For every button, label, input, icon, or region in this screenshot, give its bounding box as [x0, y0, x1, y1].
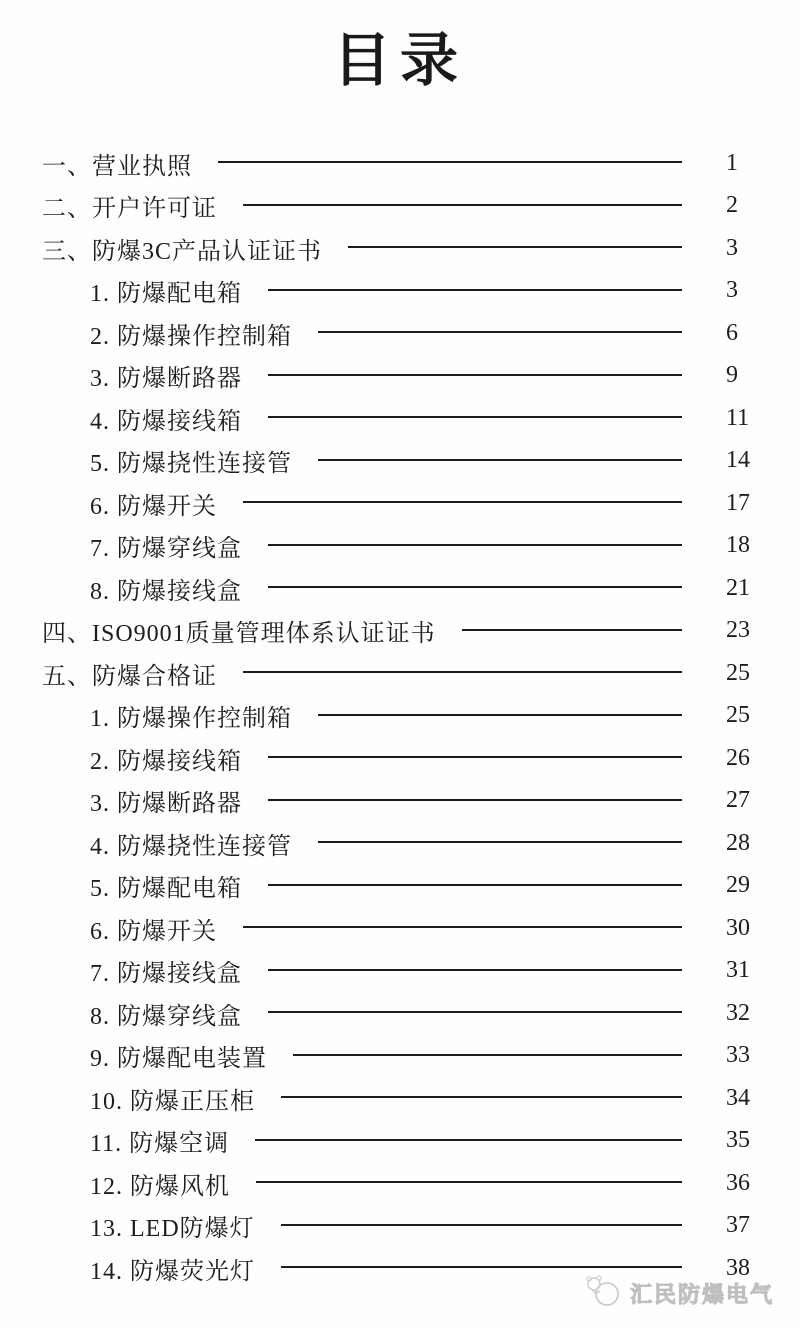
toc-entry: [42, 822, 760, 865]
toc-page-number: 35: [726, 1127, 750, 1154]
toc-entry-label: 7. 防爆接线盒: [90, 961, 242, 988]
toc-leader-line: [318, 459, 682, 461]
toc-page-number: 25: [726, 702, 750, 729]
toc-entry: [42, 992, 760, 1035]
toc-leader-line: [243, 204, 682, 206]
toc-page-number: 1: [726, 149, 738, 176]
toc-entry-label: 四、ISO9001质量管理体系认证证书: [42, 621, 436, 648]
toc-entry: [42, 737, 760, 780]
toc-leader-line: [318, 331, 682, 333]
watermark: [584, 1273, 774, 1314]
toc-leader-line: [268, 416, 682, 418]
toc-page-number: 29: [726, 872, 750, 899]
toc-entry-label: 2. 防爆接线箱: [90, 748, 242, 775]
toc-entry: [42, 865, 760, 908]
toc-entry: [42, 227, 760, 270]
toc-leader-line: [268, 544, 682, 546]
watermark-logo-icon: [584, 1273, 624, 1314]
toc-leader-line: [462, 629, 682, 631]
watermark-text: 汇民防爆电气: [629, 1282, 774, 1307]
toc-entry-label: 一、营业执照: [42, 153, 192, 180]
toc-page-number: 2: [726, 192, 738, 219]
toc-entry-label: 14. 防爆荧光灯: [90, 1258, 255, 1285]
toc-entry-label: 3. 防爆断路器: [90, 791, 242, 818]
toc-entry-label: 10. 防爆正压柜: [90, 1088, 255, 1115]
toc-entry-label: 6. 防爆开关: [90, 918, 217, 945]
toc-page-number: 36: [726, 1169, 750, 1196]
toc-entry-label: 1. 防爆配电箱: [90, 281, 242, 308]
toc-entry: [42, 185, 760, 228]
toc-entry: [42, 1205, 760, 1248]
toc-leader-line: [318, 841, 682, 843]
toc-page-number: 3: [726, 234, 738, 261]
toc-page-number: 23: [726, 617, 750, 644]
toc-page-number: 34: [726, 1084, 750, 1111]
toc-page-number: 37: [726, 1212, 750, 1239]
toc-leader-line: [281, 1096, 682, 1098]
toc-entry: [42, 1035, 760, 1078]
toc-leader-line: [268, 586, 682, 588]
toc-entry-label: 11. 防爆空调: [90, 1131, 230, 1158]
toc-entry-label: 1. 防爆操作控制箱: [90, 706, 292, 733]
toc-leader-line: [268, 374, 682, 376]
toc-page-number: 30: [726, 914, 750, 941]
toc-entry-label: 二、开户许可证: [42, 196, 217, 223]
toc-leader-line: [268, 969, 682, 971]
toc-entry: [42, 355, 760, 398]
toc-leader-line: [281, 1224, 682, 1226]
toc-page-number: 33: [726, 1042, 750, 1069]
toc-page-number: 27: [726, 787, 750, 814]
toc-leader-line: [268, 884, 682, 886]
toc-entry: [42, 440, 760, 483]
toc-entry-label: 4. 防爆接线箱: [90, 408, 242, 435]
toc-leader-line: [255, 1139, 682, 1141]
toc-entry-label: 13. LED防爆灯: [90, 1216, 255, 1243]
toc-entry: [42, 397, 760, 440]
toc-page-number: 38: [726, 1254, 750, 1281]
toc-leader-line: [243, 671, 682, 673]
toc-entry-label: 2. 防爆操作控制箱: [90, 323, 292, 350]
toc-leader-line: [268, 756, 682, 758]
toc-page-number: 31: [726, 957, 750, 984]
toc-entry: [42, 950, 760, 993]
toc-leader-line: [243, 501, 682, 503]
toc-entry-label: 4. 防爆挠性连接管: [90, 833, 292, 860]
toc-page-number: 17: [726, 489, 750, 516]
toc-entry: [42, 142, 760, 185]
toc-page-number: 21: [726, 574, 750, 601]
toc-page-number: 32: [726, 999, 750, 1026]
toc-leader-line: [293, 1054, 682, 1056]
toc-entry-label: 五、防爆合格证: [42, 663, 217, 690]
toc-entry-label: 3. 防爆断路器: [90, 366, 242, 393]
toc-page-number: 3: [726, 277, 738, 304]
toc-page-number: 9: [726, 362, 738, 389]
toc-leader-line: [318, 714, 682, 716]
toc-leader-line: [218, 161, 682, 163]
toc-entry-label: 8. 防爆穿线盒: [90, 1003, 242, 1030]
page-title: 目录: [332, 28, 467, 93]
toc-entry: [42, 780, 760, 823]
toc-entry-label: 5. 防爆配电箱: [90, 876, 242, 903]
toc-leader-line: [281, 1266, 682, 1268]
toc-entry: [42, 270, 760, 313]
toc-entry: [42, 1162, 760, 1205]
toc-entry-label: 7. 防爆穿线盒: [90, 536, 242, 563]
toc-page-number: 6: [726, 319, 738, 346]
toc-leader-line: [243, 926, 682, 928]
toc-entry-label: 三、防爆3C产品认证证书: [42, 238, 323, 265]
toc-leader-line: [268, 799, 682, 801]
toc-entry-label: 12. 防爆风机: [90, 1173, 230, 1200]
toc-entry: [42, 695, 760, 738]
toc-entry: [42, 1120, 760, 1163]
toc-leader-line: [268, 289, 682, 291]
toc-entry: [42, 610, 760, 653]
toc-entry-label: 9. 防爆配电装置: [90, 1046, 267, 1073]
toc-leader-line: [268, 1011, 682, 1013]
toc-page-number: 28: [726, 829, 750, 856]
toc-entry: [42, 1077, 760, 1120]
toc-leader-line: [348, 246, 682, 248]
toc-entry-label: 6. 防爆开关: [90, 493, 217, 520]
toc-entry: [42, 652, 760, 695]
toc-page-number: 26: [726, 744, 750, 771]
toc-entry-label: 8. 防爆接线盒: [90, 578, 242, 605]
toc-page-number: 11: [726, 404, 750, 431]
toc-entry: [42, 482, 760, 525]
toc-list: [0, 142, 800, 1290]
toc-page-number: 25: [726, 659, 750, 686]
toc-leader-line: [256, 1181, 682, 1183]
toc-page-number: 18: [726, 532, 750, 559]
toc-page-number: 14: [726, 447, 750, 474]
toc-entry-label: 5. 防爆挠性连接管: [90, 451, 292, 478]
toc-entry: [42, 312, 760, 355]
toc-entry: [42, 525, 760, 568]
toc-entry: [42, 567, 760, 610]
toc-entry: [42, 907, 760, 950]
